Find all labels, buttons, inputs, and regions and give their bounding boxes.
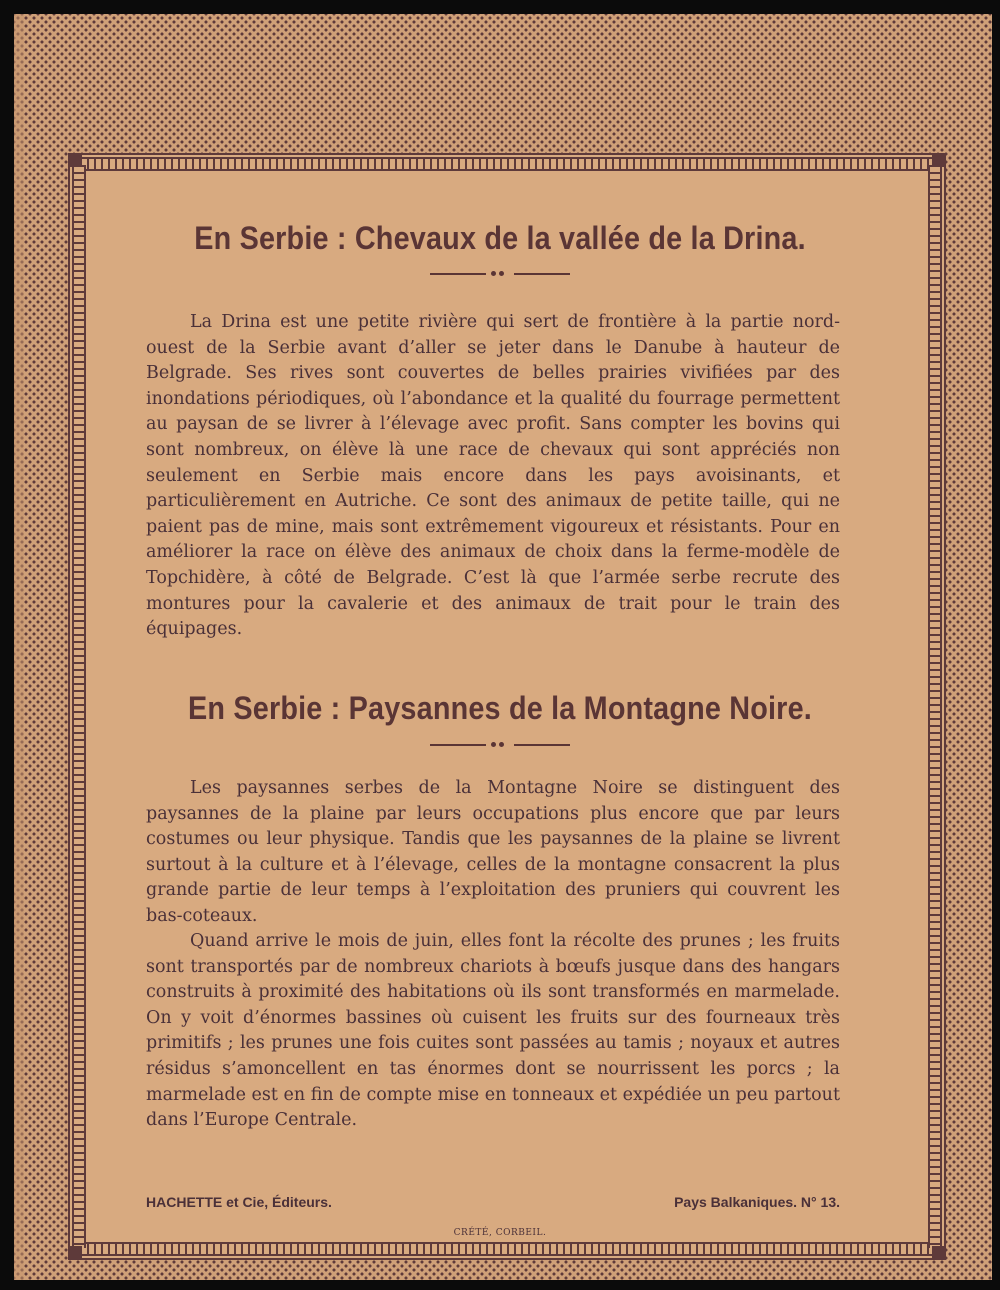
- publisher-credit: HACHETTE et Cie, Éditeurs.: [146, 1194, 332, 1210]
- series-number: Pays Balkaniques. N° 13.: [674, 1194, 840, 1210]
- section-2-paragraph-2: Quand arrive le mois de juin, elles font la récolte des prunes ; les fruits sont transportés par de nombreux chariots à bœufs jusque dans des hangars construits à proximité des habitations où ils sont transformés en marmelade. On y voit d’énormes bassines où cuisent les fruits sur des fourneaux très primitifs ; les prunes une fois cuites sont passées au tamis ; noyaux et autres résidus s’amoncellent en tas énormes dont se nourrissent les porcs ; la marmelade est en fin de compte mise en tonneaux et expédiée un peu partout dans l’Europe Centrale.: [146, 931, 840, 1131]
- section-2-paragraph-1: Les paysannes serbes de la Montagne Noire se distinguent des paysannes de la plaine par leurs occupations plus encore que par leurs costumes ou leur physique. Tandis que les paysannes de la plaine se livrent surtout à la culture et à l’élevage, celles de la montagne consacrent la plus grande partie de leur temps à l’exploitation des pruniers qui couvrent les bas-coteaux.: [146, 778, 840, 926]
- title-ornament: [430, 270, 570, 278]
- frame-corner: [70, 155, 82, 167]
- printer-credit: CRÉTÉ, CORBEIL.: [453, 1228, 547, 1238]
- section-1-title: En Serbie : Chevaux de la vallée de la Drina.: [194, 220, 806, 256]
- frame-border-top: [80, 157, 934, 171]
- page-edge: [14, 14, 24, 1280]
- frame-border-bottom: [80, 1242, 934, 1256]
- frame-corner: [70, 1246, 82, 1258]
- title-ornament: [430, 741, 570, 749]
- section-2-title: En Serbie : Paysannes de la Montagne Noire.: [188, 690, 812, 726]
- frame-corner: [932, 155, 944, 167]
- frame-corner: [932, 1246, 944, 1258]
- section-1-paragraph: La Drina est une petite rivière qui sert de frontière à la partie nord-ouest de la Serbie avant d’aller se jeter dans le Danube à hauteur de Belgrade. Ses rives sont couvertes de belles prairies vivifiées par des inondations périodiques, où l’abondance et la qualité du fourrage permettent au paysan de se livrer à l’élevage avec profit. Sans compter les bovins qui sont nombreux, on élève là une race de chevaux qui sont appréciés non seulement en Serbie mais encore dans les pays avoisinants, et particulièrement en Autriche. Ce sont des animaux de petite taille, qui ne paient pas de mine, mais sont extrêmement vigoureux et résistants. Pour en améliorer la race on élève des animaux de choix dans la ferme-modèle de Topchidère, à côté de Belgrade. C’est là que l’armée serbe recrute des montures pour la cavalerie et des animaux de trait pour le train des équipages.: [146, 312, 840, 640]
